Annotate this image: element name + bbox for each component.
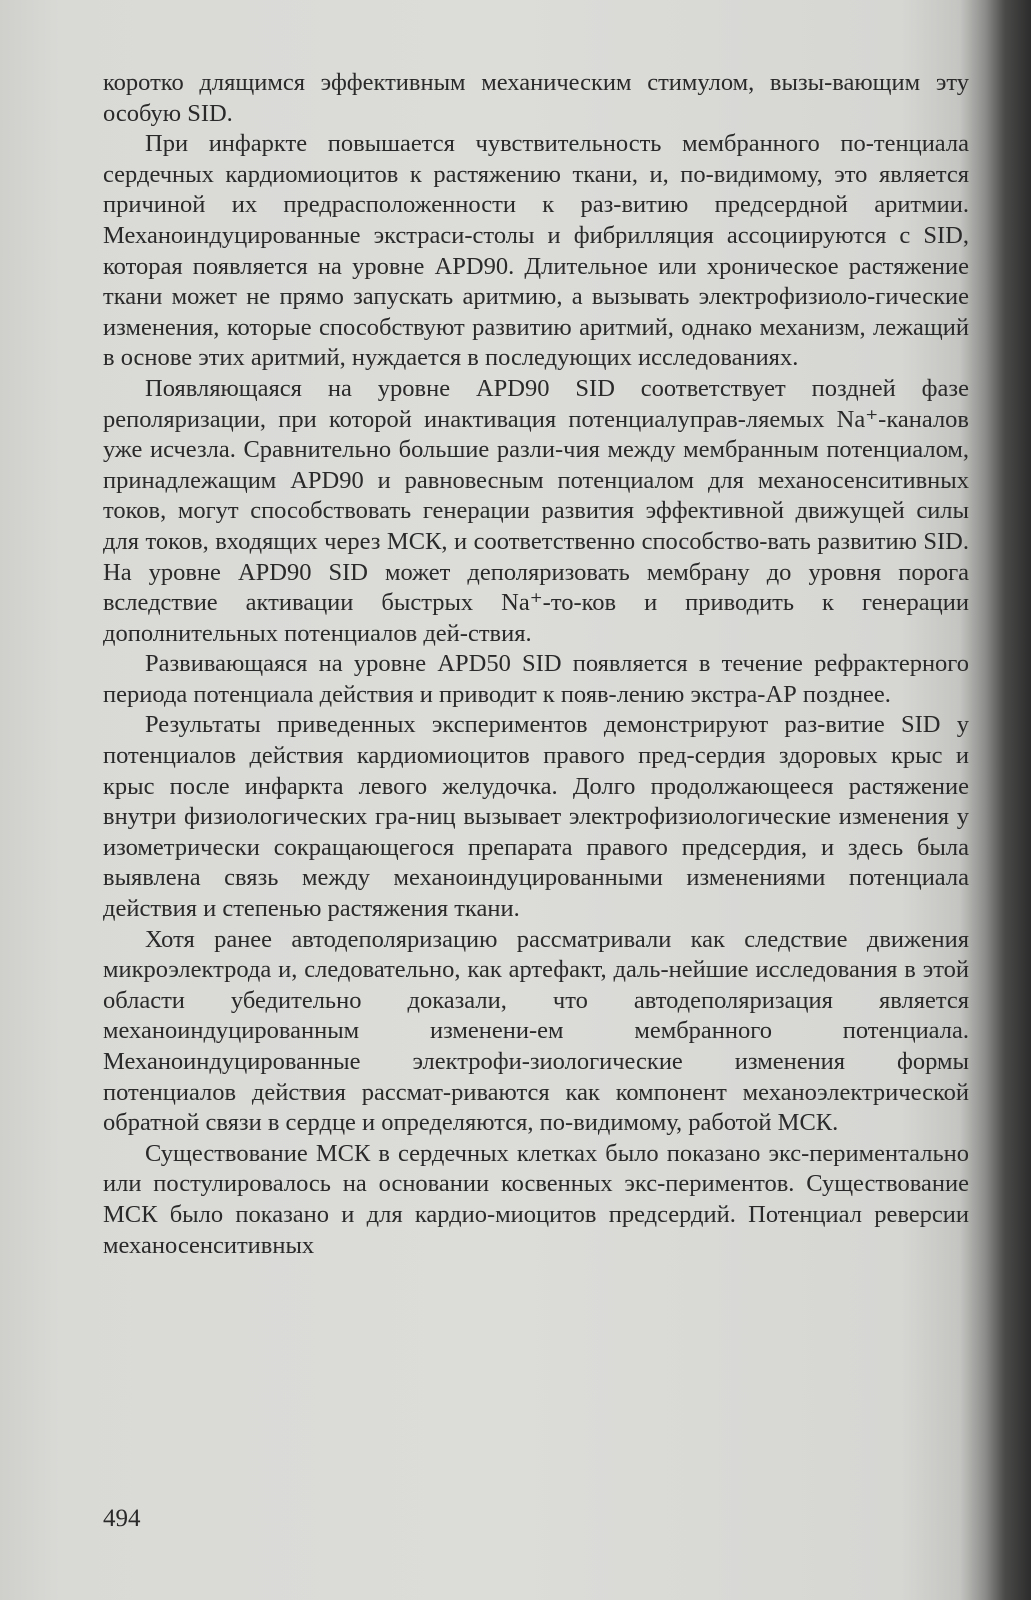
body-text [103,68,969,1261]
paragraph: Результаты приведенных экспериментов демонстрируют раз-витие SID у потенциалов действия кардиомиоцитов правого пред-сердия здоровых крыс и крыс после инфаркта левого желудочка. Долго продолжающееся растяжение внутри физиологических гра-ниц вызывает электрофизиологические изменения у изометрически сокращающегося препарата правого предсердия, и здесь была выявлена связь между механоиндуцированными изменениями потенциала действия и степенью растяжения ткани. [103,711,969,923]
paragraph: Развивающаяся на уровне APD50 SID появляется в течение рефрактерного периода потенциала действия и приводит к появ-лению экстра-АР позднее. [103,650,969,708]
paragraph: При инфаркте повышается чувствительность мембранного по-тенциала сердечных кардиомиоцитов к растяжению ткани, и, по-видимому, это является причиной их предрасположенности к раз-витию предсердной аритмии. Механоиндуцированные экстраси-столы и фибрилляция ассоциируются с SID, которая появляется на уровне APD90. Длительное или хроническое растяжение ткани может не прямо запускать аритмию, а вызывать электрофизиоло-гические изменения, которые способствуют развитию аритмий, однако механизм, лежащий в основе этих аритмий, нуждается в последующих исследованиях. [103,130,969,372]
paragraph: Существование МСК в сердечных клетках было показано экс-периментально или постулировалось на основании косвенных экс-периментов. Существование МСК было показано и для кардио-миоцитов предсердий. Потенциал реверсии механосенситивных [103,1139,969,1259]
paragraph: Появляющаяся на уровне APD90 SID соответствует поздней фазе реполяризации, при которой инактивация потенциалуправ-ляемых Na⁺-каналов уже исчезла. Сравнительно большие разли-чия между мембранным потенциалом, принадлежащим APD90 и равновесным потенциалом для механосенситивных токов, могут способствовать генерации развития эффективной движущей силы для токов, входящих через МСК, и соответственно способство-вать развитию SID. На уровне APD90 SID может деполяризовать мембрану до уровня порога вследствие активации быстрых Na⁺-то-ков и приводить к генерации дополнительных потенциалов дей-ствия. [103,374,969,647]
paragraph: коротко длящимся эффективным механическим стимулом, вызы-вающим эту особую SID. [103,69,969,127]
paragraph: Хотя ранее автодеполяризацию рассматривали как следствие движения микроэлектрода и, следовательно, как артефакт, даль-нейшие исследования в этой области убедительно доказали, что автодеполяризация является механоиндуцированным изменени-ем мембранного потенциала. Механоиндуцированные электрофи-зиологические изменения формы потенциалов действия рассмат-риваются как компонент механоэлектрической обратной связи в сердце и определяются, по-видимому, работой МСК. [103,925,969,1137]
page-number: 494 [103,1505,141,1532]
